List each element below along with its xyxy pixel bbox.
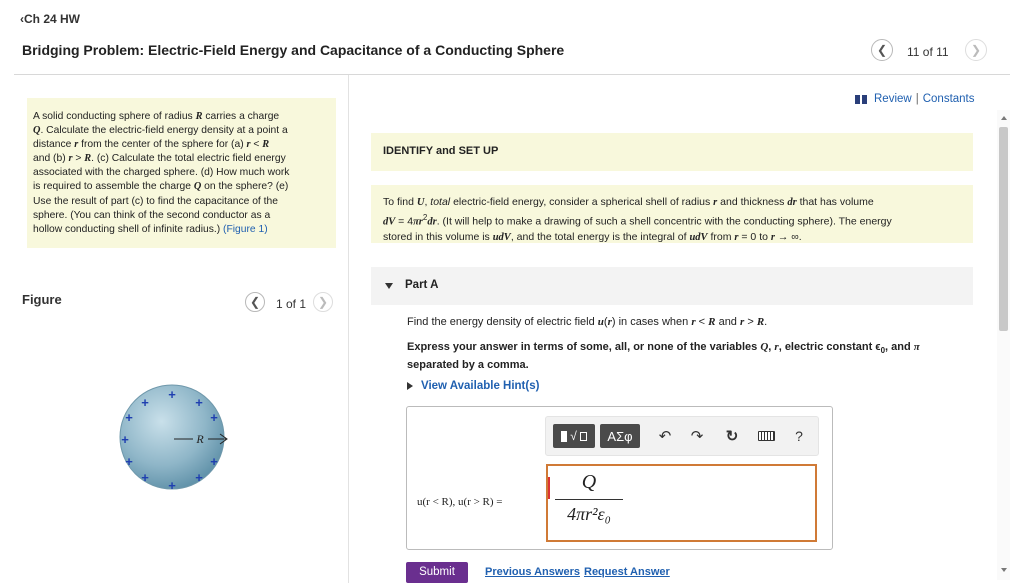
part-a-title: Part A [405,279,439,291]
submit-button[interactable]: Submit [406,562,468,583]
scroll-up-icon[interactable] [1001,116,1007,120]
prev-problem-button[interactable] [871,39,893,61]
back-to-chapter-link[interactable]: ‹Ch 24 HW [20,12,80,26]
review-separator: | [915,93,919,105]
chevron-right-icon: ❯ [317,295,329,309]
fraction-bar [555,499,623,500]
templates-button[interactable] [553,424,595,448]
plus-charge: + [168,387,176,402]
plus-charge: + [141,395,149,410]
plus-charge: + [210,454,218,469]
chevron-left-icon: ❮ [249,295,261,309]
next-figure-button[interactable] [313,292,333,312]
constants-link[interactable]: Constants [922,93,975,105]
column-divider [348,75,349,583]
plus-charge: + [195,470,203,485]
scrollbar-thumb[interactable] [999,127,1008,331]
text-cursor [548,477,550,499]
keyboard-icon[interactable] [756,426,776,446]
header-divider [14,74,1010,75]
part-a-question: Find the energy density of electric field u(r) in cases when r < R and r > R. [407,316,768,328]
figure-link[interactable]: (Figure 1) [223,223,268,235]
problem-statement: A solid conducting sphere of radius R carries a charge Q. Calculate the electric-field energy density at a point a distance r from the center of the sphere for (a) r < R and (b) r > R. (c) Calculate the total electric field energy associated with the charged sphere. (d) How much work is required to assemble the charge Q on the sphere? (e) Use the result of part (c) to find the capacitance of the sphere. (You can think of the second conductor as a hollow conducting shell of infinite radius.) (Figure 1) [27,98,336,248]
plus-charge: + [195,395,203,410]
part-a-header[interactable] [371,267,973,305]
request-answer-link[interactable]: Request Answer [584,566,670,578]
plus-charge: + [125,454,133,469]
page-title: Bridging Problem: Electric-Field Energy and Capacitance of a Conducting Sphere [22,42,565,58]
reset-icon[interactable]: ↻ [725,428,739,445]
view-hints-link[interactable]: View Available Hint(s) [407,380,539,392]
undo-icon[interactable]: ↶ [658,428,672,445]
answer-label: u(r < R), u(r > R) = [417,496,503,508]
plus-charge: + [125,410,133,425]
next-problem-button[interactable] [965,39,987,61]
chevron-left-icon: ❮ [876,43,888,57]
figure-label: Figure [22,292,62,307]
book-icon [855,95,867,104]
plus-charge: + [141,470,149,485]
figure-pager: 1 of 1 [276,297,307,311]
fraction-numerator: Q [581,471,597,493]
chevron-right-icon: ❯ [970,43,982,57]
help-button[interactable]: ? [795,428,803,444]
identify-setup-label: IDENTIFY and SET UP [383,145,499,157]
caret-down-icon [385,283,393,289]
plus-charge: + [121,432,129,447]
fraction-denominator: 4πr²ε₀ [567,504,611,524]
setup-info-box: To find U, total electric-field energy, consider a spherical shell of radius r and thickness dr that has volume dV = $4\pi r^2dr$. (It will help to make a drawing of such a shell concentric with the conducting sphere). The energy stored in this volume is udV, and the total energy is the integral of udV from r = 0 to r → ∞. [371,185,973,243]
greek-symbols-button[interactable]: ΑΣφ [600,424,640,448]
scroll-down-icon[interactable] [1001,568,1007,572]
prev-figure-button[interactable] [245,292,265,312]
previous-answers-link[interactable]: Previous Answers [485,566,580,578]
review-constants-links [855,93,975,105]
plus-charge: + [168,478,176,493]
answer-instructions: Express your answer in terms of some, all, or none of the variables Q, r, electric constant $\epsilon_0$, and π separated by a comma. [407,341,920,372]
caret-right-icon [407,382,413,390]
templates-icon: √ [561,429,587,443]
radius-label: R [196,432,204,446]
problem-pager: 11 of 11 [907,45,949,59]
redo-icon[interactable]: ↷ [690,428,704,445]
charged-sphere-figure [110,378,240,498]
plus-charge: + [210,410,218,425]
identify-setup-box [371,133,973,171]
review-link[interactable]: Review [874,93,912,105]
